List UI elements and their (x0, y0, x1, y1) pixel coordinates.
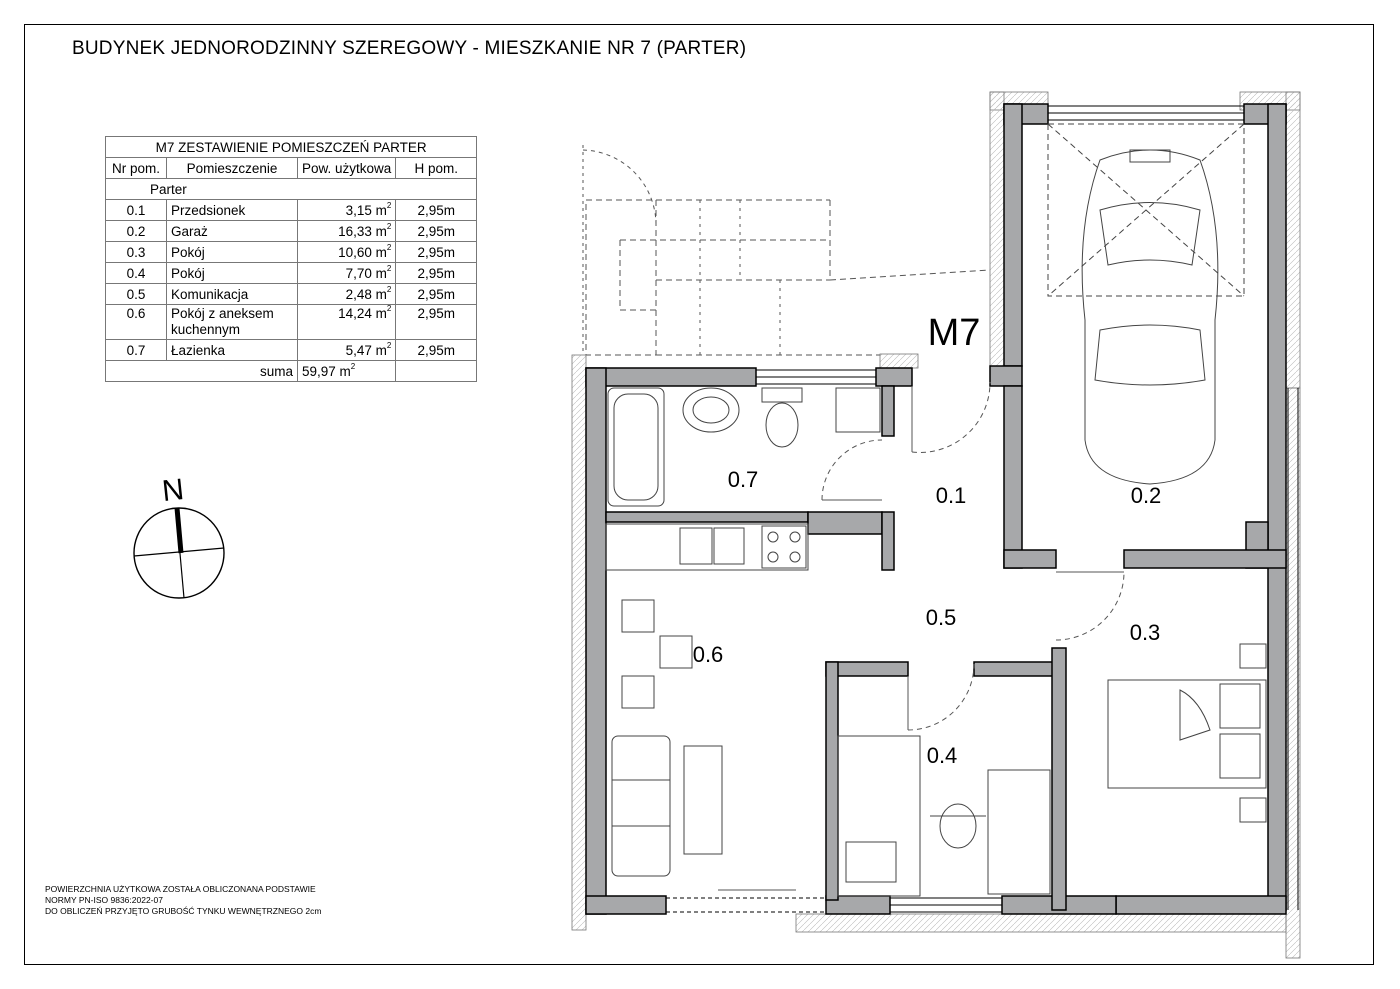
sum-value: 59,97 $m^2$ (298, 361, 396, 382)
car-icon (1048, 124, 1244, 484)
header-height: H pom. (396, 158, 477, 179)
kitchen-counter (606, 524, 808, 570)
cell-height: 2,95m (396, 305, 477, 340)
cell-nr: 0.3 (106, 242, 167, 263)
section-label: Parter (106, 179, 477, 200)
room-label-0.6: 0.6 (692, 642, 724, 667)
header-room: Pomieszczenie (167, 158, 298, 179)
windows (666, 106, 1298, 912)
note-line: POWIERZCHNIA UŻYTKOWA ZOSTAŁA OBLICZONANA PODSTAWIE (45, 884, 316, 894)
cell-nr: 0.4 (106, 263, 167, 284)
north-arrow-icon (134, 473, 224, 598)
note-line: NORMY PN-ISO 9836:2022-07 (45, 895, 163, 905)
cell-area: 7,70 $m^2$ (298, 263, 396, 284)
cell-area: 5,47 $m^2$ (298, 340, 396, 361)
room-label-0.2: 0.2 (1130, 483, 1162, 508)
cell-name: Łazienka (167, 340, 298, 361)
room-label-0.1: 0.1 (935, 483, 967, 508)
note-line: DO OBLICZEŃ PRZYJĘTO GRUBOŚĆ TYNKU WEWNĘTRZNEGO 2cm (45, 906, 322, 916)
cell-name: Komunikacja (167, 284, 298, 305)
header-nr: Nr pom. (106, 158, 167, 179)
area-calculation-note (45, 884, 321, 917)
cell-name: Przedsionek (167, 200, 298, 221)
drawing-title: BUDYNEK JEDNORODZINNY SZEREGOWY - MIESZKANIE NR 7 (PARTER) (72, 38, 747, 59)
cell-area: 10,60 $m^2$ (298, 242, 396, 263)
compass-north-label: N (160, 472, 186, 509)
walls (586, 104, 1286, 914)
cell-area: 2,48 $m^2$ (298, 284, 396, 305)
room-label-0.7: 0.7 (727, 467, 759, 492)
cell-name: Pokój (167, 242, 298, 263)
cell-nr: 0.5 (106, 284, 167, 305)
cell-name: Garaż (167, 221, 298, 242)
sum-label: suma (106, 361, 298, 382)
header-area: Pow. użytkowa (298, 158, 396, 179)
cell-height: 2,95m (396, 200, 477, 221)
cell-height: 2,95m (396, 284, 477, 305)
cell-height: 2,95m (396, 221, 477, 242)
cell-area: 3,15 $m^2$ (298, 200, 396, 221)
cell-name: Pokój (167, 263, 298, 284)
cell-nr: 0.7 (106, 340, 167, 361)
cell-nr: 0.6 (106, 305, 167, 340)
cell-height: 2,95m (396, 242, 477, 263)
schedule-caption: M7 ZESTAWIENIE POMIESZCZEŃ PARTER (106, 137, 477, 158)
room-label-0.3: 0.3 (1129, 620, 1161, 645)
cell-name: Pokój z aneksem kuchennym (167, 305, 298, 340)
cell-height: 2,95m (396, 263, 477, 284)
cell-height: 2,95m (396, 340, 477, 361)
room-label-0.5: 0.5 (925, 605, 957, 630)
room-label-0.4: 0.4 (926, 743, 958, 768)
unit-label: M7 (927, 312, 981, 354)
cell-nr: 0.1 (106, 200, 167, 221)
cell-area: 16,33 $m^2$ (298, 221, 396, 242)
cell-nr: 0.2 (106, 221, 167, 242)
bedroom-furniture (1108, 644, 1266, 822)
cell-area: 14,24 $m^2$ (298, 305, 396, 340)
insulation (572, 92, 1300, 958)
